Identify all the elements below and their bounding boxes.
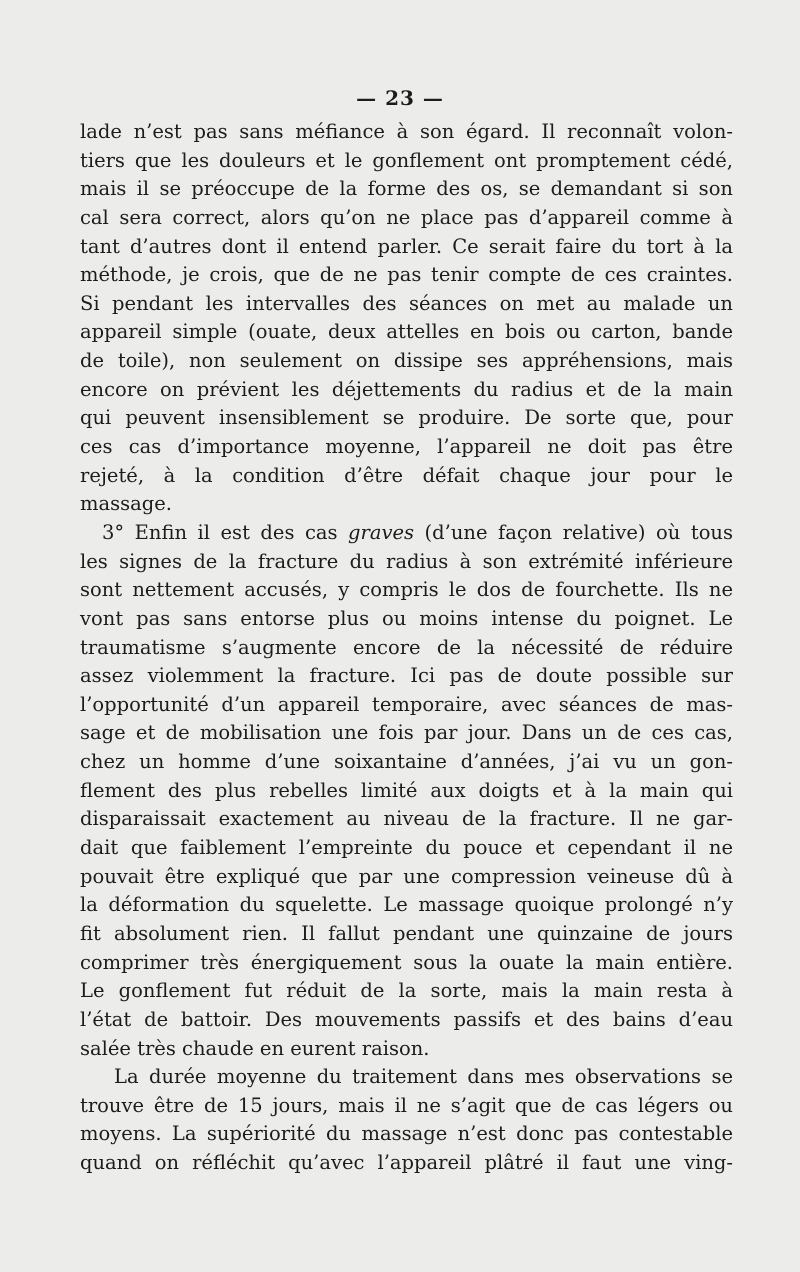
text-line: vont pas sans entorse plus ou moins intense du poignet. Le: [80, 606, 733, 630]
text-line: traumatisme s’augmente encore de la nécessité de réduire: [80, 635, 733, 659]
text-line: fit absolument rien. Il fallut pendant une quinzaine de jours: [80, 921, 733, 945]
text-line: assez violemment la fracture. Ici pas de doute possible sur: [80, 664, 733, 688]
page-number: — 23 —: [356, 86, 444, 110]
text-line: comprimer très énergiquement sous la ouate la main entière.: [80, 950, 733, 974]
text-line: qui peuvent insensiblement se produire. De sorte que, pour: [80, 406, 733, 430]
text-line: dait que faiblement l’empreinte du pouce et cependant il ne: [80, 836, 733, 860]
text-line: encore on prévient les déjettements du radius et de la main: [80, 377, 733, 401]
text-line: appareil simple (ouate, deux attelles en bois ou carton, bande: [80, 320, 733, 344]
text-line: cal sera correct, alors qu’on ne place pas d’appareil comme à: [80, 205, 733, 229]
text-line: flement des plus rebelles limité aux doigts et à la main qui: [80, 778, 733, 802]
text-line: La durée moyenne du traitement dans mes observations se: [114, 1065, 733, 1089]
text-line: Le gonflement fut réduit de la sorte, mais la main resta à: [80, 979, 733, 1003]
text-line: de toile), non seulement on dissipe ses appréhensions, mais: [80, 349, 733, 373]
text-line: tant d’autres dont il entend parler. Ce serait faire du tort à la: [80, 234, 733, 258]
text-line: disparaissait exactement au niveau de la fracture. Il ne gar-: [80, 807, 733, 831]
text-line: 3° Enfin il est des cas graves (d’une façon relative) où tous: [102, 520, 733, 544]
text-line: quand on réfléchit qu’avec l’appareil plâtré il faut une ving-: [80, 1151, 733, 1175]
emphasis: graves: [348, 520, 415, 544]
text-line: moyens. La supériorité du massage n’est donc pas contestable: [80, 1122, 733, 1146]
text-line: l’opportunité d’un appareil temporaire, avec séances de mas-: [80, 692, 733, 716]
text-line: pouvait être expliqué que par une compression veineuse dû à: [80, 864, 733, 888]
text-line: massage.: [80, 492, 172, 516]
text-line: les signes de la fracture du radius à son extrémité inférieure: [80, 549, 733, 573]
text-line: mais il se préoccupe de la forme des os, se demandant si son: [80, 177, 733, 201]
text-line: ces cas d’importance moyenne, l’appareil ne doit pas être: [80, 435, 733, 459]
text-line: Si pendant les intervalles des séances on met au malade un: [80, 291, 733, 315]
text-line: trouve être de 15 jours, mais il ne s’agit que de cas légers ou: [80, 1093, 733, 1117]
text-line: méthode, je crois, que de ne pas tenir compte de ces craintes.: [80, 263, 733, 287]
text-line: l’état de battoir. Des mouvements passifs et des bains d’eau: [80, 1007, 733, 1031]
body-text: [80, 118, 733, 1178]
text-line: sont nettement accusés, y compris le dos de fourchette. Ils ne: [80, 578, 733, 602]
text-line: tiers que les douleurs et le gonflement ont promptement cédé,: [80, 148, 733, 172]
text-line: la déformation du squelette. Le massage quoique prolongé n’y: [80, 893, 733, 917]
text-line: salée très chaude en eurent raison.: [80, 1036, 430, 1060]
text-line: chez un homme d’une soixantaine d’années, j’ai vu un gon-: [80, 750, 733, 774]
text-line: sage et de mobilisation une fois par jour. Dans un de ces cas,: [80, 721, 733, 745]
text-line: rejeté, à la condition d’être défait chaque jour pour le: [80, 463, 733, 487]
text-line: lade n’est pas sans méfiance à son égard. Il reconnaît volon-: [80, 120, 733, 143]
